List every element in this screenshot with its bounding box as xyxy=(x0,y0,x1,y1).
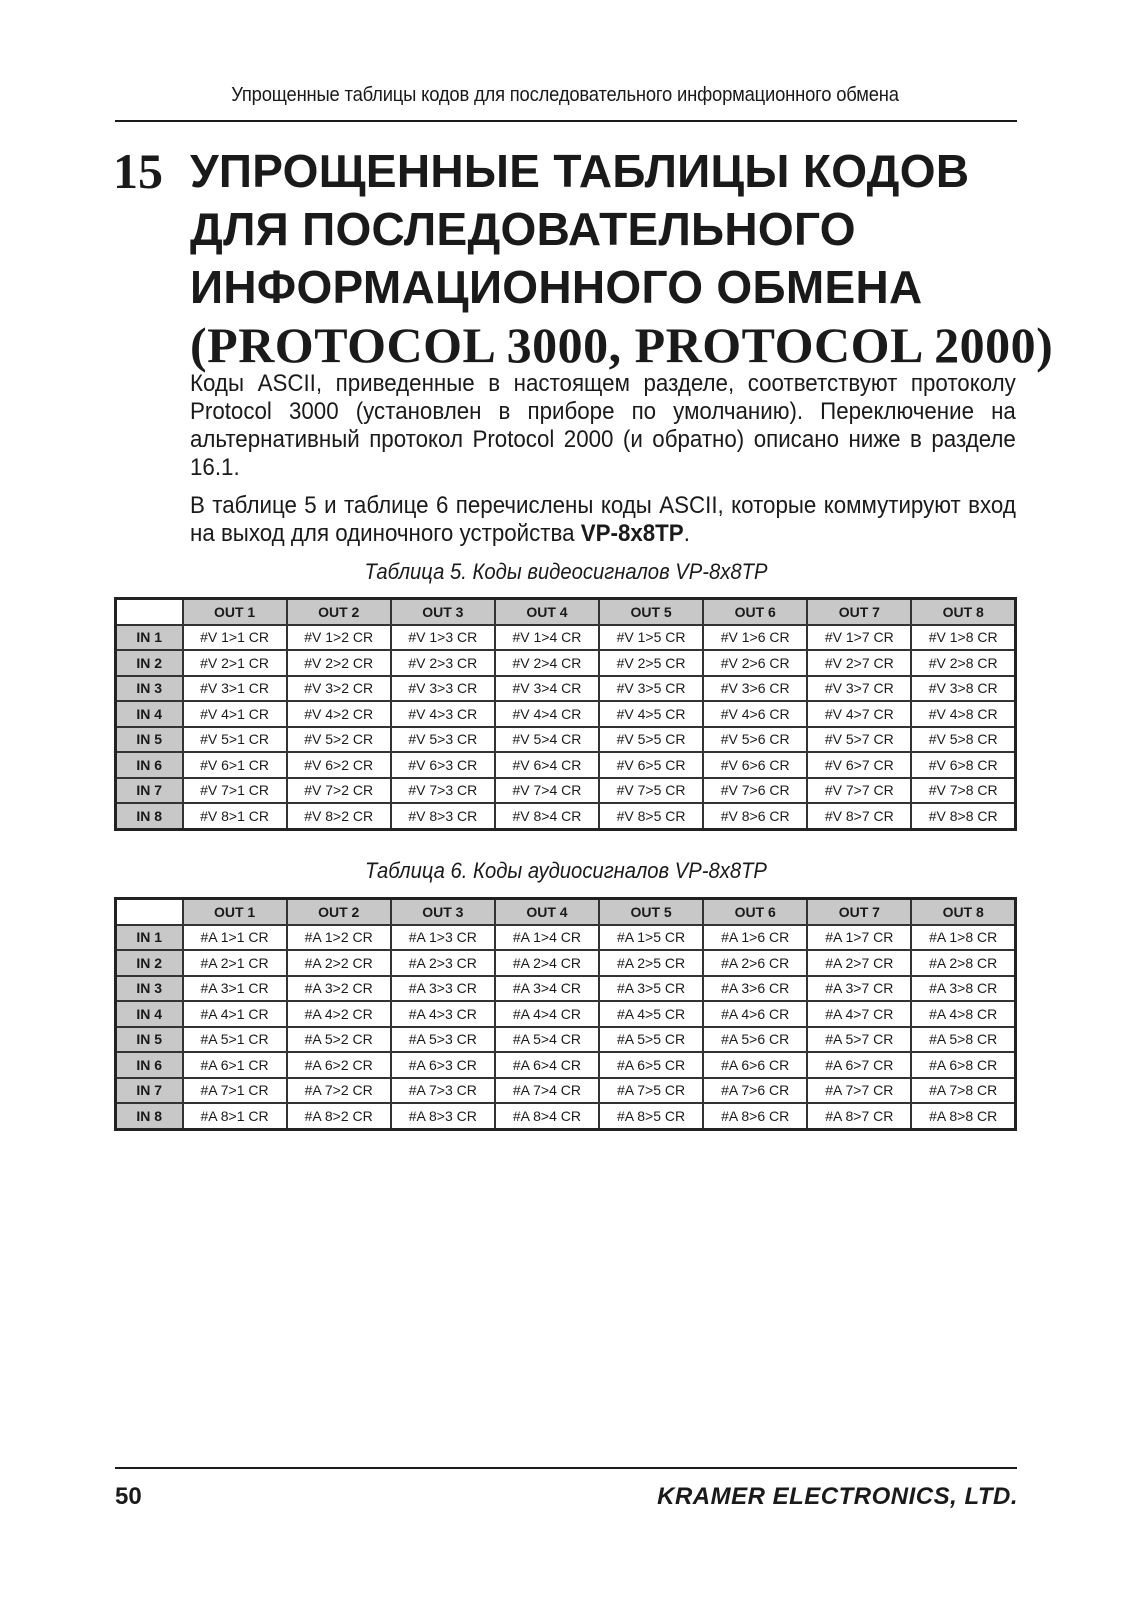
code-cell: #A 8>5 CR xyxy=(599,1103,703,1129)
code-cell: #A 6>4 CR xyxy=(495,1052,599,1078)
table-row xyxy=(116,976,1016,1002)
model-name: VP-8x8TP xyxy=(580,520,684,547)
table-row xyxy=(116,1052,1016,1078)
code-cell: #A 2>3 CR xyxy=(391,950,495,976)
column-header: OUT 3 xyxy=(391,899,495,925)
code-cell: #V 7>5 CR xyxy=(599,778,703,804)
row-header: IN 2 xyxy=(116,950,183,976)
code-cell: #A 8>2 CR xyxy=(287,1103,391,1129)
code-cell: #V 6>7 CR xyxy=(807,752,911,778)
table-row xyxy=(116,1078,1016,1104)
code-cell: #V 3>8 CR xyxy=(911,676,1015,702)
code-cell: #V 5>1 CR xyxy=(183,727,287,753)
code-cell: #V 8>7 CR xyxy=(807,803,911,829)
code-cell: #V 6>6 CR xyxy=(703,752,807,778)
chapter-number: 15 xyxy=(113,143,163,199)
code-cell: #A 7>4 CR xyxy=(495,1078,599,1104)
code-cell: #V 5>8 CR xyxy=(911,727,1015,753)
code-cell: #V 5>7 CR xyxy=(807,727,911,753)
code-cell: #A 7>5 CR xyxy=(599,1078,703,1104)
code-cell: #A 2>6 CR xyxy=(703,950,807,976)
running-header: Упрощенные таблицы кодов для последовательного информационного обмена xyxy=(231,84,899,106)
code-cell: #V 2>8 CR xyxy=(911,650,1015,676)
row-header: IN 6 xyxy=(116,752,183,778)
paragraph-tables xyxy=(190,492,1016,548)
code-cell: #V 8>2 CR xyxy=(287,803,391,829)
code-cell: #V 7>4 CR xyxy=(495,778,599,804)
row-header: IN 3 xyxy=(116,676,183,702)
table-row xyxy=(116,925,1016,951)
table-row xyxy=(116,1001,1016,1027)
paragraph-tables-text: В таблице 5 и таблице 6 перечислены коды ASCII, которые коммутируют вход на выход для одиночного устройства xyxy=(190,492,1016,547)
code-cell: #A 4>1 CR xyxy=(183,1001,287,1027)
footer-rule xyxy=(115,1467,1017,1469)
code-cell: #V 8>4 CR xyxy=(495,803,599,829)
code-cell: #V 4>1 CR xyxy=(183,701,287,727)
code-cell: #V 3>4 CR xyxy=(495,676,599,702)
code-cell: #A 4>8 CR xyxy=(911,1001,1015,1027)
table-row xyxy=(116,701,1016,727)
code-cell: #V 1>4 CR xyxy=(495,625,599,651)
code-cell: #A 3>3 CR xyxy=(391,976,495,1002)
code-cell: #A 2>1 CR xyxy=(183,950,287,976)
footer-company: KRAMER ELECTRONICS, LTD. xyxy=(657,1483,1018,1510)
code-cell: #V 2>1 CR xyxy=(183,650,287,676)
column-header: OUT 2 xyxy=(287,599,391,625)
code-cell: #V 7>1 CR xyxy=(183,778,287,804)
code-cell: #V 2>4 CR xyxy=(495,650,599,676)
code-cell: #V 5>6 CR xyxy=(703,727,807,753)
table-row xyxy=(116,1103,1016,1129)
row-header: IN 1 xyxy=(116,625,183,651)
code-cell: #V 5>4 CR xyxy=(495,727,599,753)
table-row xyxy=(116,676,1016,702)
code-cell: #V 2>7 CR xyxy=(807,650,911,676)
code-cell: #A 6>7 CR xyxy=(807,1052,911,1078)
code-cell: #V 6>5 CR xyxy=(599,752,703,778)
code-cell: #V 3>5 CR xyxy=(599,676,703,702)
code-cell: #A 5>4 CR xyxy=(495,1027,599,1053)
column-header: OUT 1 xyxy=(183,899,287,925)
code-cell: #V 1>2 CR xyxy=(287,625,391,651)
chapter-title-line: ИНФОРМАЦИОННОГО ОБМЕНА xyxy=(190,261,923,313)
table-row xyxy=(116,650,1016,676)
body-paragraphs xyxy=(190,370,1016,548)
row-header: IN 4 xyxy=(116,701,183,727)
code-cell: #A 2>7 CR xyxy=(807,950,911,976)
code-cell: #V 3>6 CR xyxy=(703,676,807,702)
code-cell: #V 8>6 CR xyxy=(703,803,807,829)
code-cell: #V 3>3 CR xyxy=(391,676,495,702)
page-number: 50 xyxy=(115,1483,142,1510)
code-cell: #V 1>1 CR xyxy=(183,625,287,651)
row-header: IN 7 xyxy=(116,778,183,804)
code-cell: #V 7>3 CR xyxy=(391,778,495,804)
code-cell: #V 1>7 CR xyxy=(807,625,911,651)
code-cell: #V 2>6 CR xyxy=(703,650,807,676)
column-header: OUT 6 xyxy=(703,899,807,925)
code-cell: #V 4>4 CR xyxy=(495,701,599,727)
code-cell: #A 1>5 CR xyxy=(599,925,703,951)
code-cell: #V 8>5 CR xyxy=(599,803,703,829)
code-cell: #A 4>6 CR xyxy=(703,1001,807,1027)
code-cell: #A 7>6 CR xyxy=(703,1078,807,1104)
table-row xyxy=(116,950,1016,976)
code-cell: #A 7>2 CR xyxy=(287,1078,391,1104)
code-cell: #A 5>7 CR xyxy=(807,1027,911,1053)
row-header: IN 2 xyxy=(116,650,183,676)
table-row xyxy=(116,727,1016,753)
column-header: OUT 4 xyxy=(495,599,599,625)
column-header: OUT 8 xyxy=(911,899,1015,925)
paragraph-intro: Коды ASCII, приведенные в настоящем разделе, соответствуют протоколу Protocol 3000 (установлен в приборе по умолчанию). Переключение на альтернативный протокол Protocol 2000 (и обратно) описано ниже в разделе 16.1. xyxy=(190,370,1016,481)
code-cell: #V 5>5 CR xyxy=(599,727,703,753)
code-cell: #A 6>6 CR xyxy=(703,1052,807,1078)
chapter-title-line: ДЛЯ ПОСЛЕДОВАТЕЛЬНОГО xyxy=(190,203,856,255)
code-cell: #A 1>8 CR xyxy=(911,925,1015,951)
column-header: OUT 1 xyxy=(183,599,287,625)
code-cell: #V 5>3 CR xyxy=(391,727,495,753)
code-cell: #A 6>5 CR xyxy=(599,1052,703,1078)
code-cell: #V 4>2 CR xyxy=(287,701,391,727)
row-header: IN 7 xyxy=(116,1078,183,1104)
row-header: IN 6 xyxy=(116,1052,183,1078)
code-cell: #V 1>6 CR xyxy=(703,625,807,651)
code-cell: #A 1>2 CR xyxy=(287,925,391,951)
chapter-title-line: УПРОЩЕННЫЕ ТАБЛИЦЫ КОДОВ xyxy=(190,145,970,197)
code-cell: #A 7>1 CR xyxy=(183,1078,287,1104)
row-header: IN 4 xyxy=(116,1001,183,1027)
code-cell: #A 8>1 CR xyxy=(183,1103,287,1129)
code-cell: #A 2>8 CR xyxy=(911,950,1015,976)
code-cell: #A 3>2 CR xyxy=(287,976,391,1002)
body-text xyxy=(190,370,1016,558)
code-cell: #A 6>2 CR xyxy=(287,1052,391,1078)
row-header: IN 8 xyxy=(116,803,183,829)
table-row xyxy=(116,752,1016,778)
paragraph-tables-end: . xyxy=(683,520,690,547)
code-cell: #V 6>8 CR xyxy=(911,752,1015,778)
video-codes-table xyxy=(114,597,1017,831)
code-cell: #V 7>8 CR xyxy=(911,778,1015,804)
table-header-row xyxy=(116,899,1016,925)
table-corner-cell xyxy=(116,599,183,625)
code-cell: #A 7>3 CR xyxy=(391,1078,495,1104)
code-cell: #A 4>4 CR xyxy=(495,1001,599,1027)
code-cell: #V 6>4 CR xyxy=(495,752,599,778)
code-cell: #A 2>2 CR xyxy=(287,950,391,976)
code-cell: #A 1>7 CR xyxy=(807,925,911,951)
code-cell: #A 3>4 CR xyxy=(495,976,599,1002)
table-corner-cell xyxy=(116,899,183,925)
chapter-title xyxy=(190,142,1054,374)
code-cell: #A 3>1 CR xyxy=(183,976,287,1002)
code-cell: #A 5>2 CR xyxy=(287,1027,391,1053)
code-cell: #A 4>2 CR xyxy=(287,1001,391,1027)
code-cell: #V 1>8 CR xyxy=(911,625,1015,651)
code-cell: #A 3>6 CR xyxy=(703,976,807,1002)
code-cell: #A 3>5 CR xyxy=(599,976,703,1002)
code-cell: #A 3>8 CR xyxy=(911,976,1015,1002)
row-header: IN 3 xyxy=(116,976,183,1002)
code-cell: #A 4>7 CR xyxy=(807,1001,911,1027)
code-cell: #A 8>3 CR xyxy=(391,1103,495,1129)
code-cell: #V 4>6 CR xyxy=(703,701,807,727)
column-header: OUT 8 xyxy=(911,599,1015,625)
column-header: OUT 5 xyxy=(599,599,703,625)
code-cell: #V 6>3 CR xyxy=(391,752,495,778)
row-header: IN 8 xyxy=(116,1103,183,1129)
code-cell: #V 8>1 CR xyxy=(183,803,287,829)
table-header-row xyxy=(116,599,1016,625)
code-cell: #A 8>6 CR xyxy=(703,1103,807,1129)
code-cell: #V 3>7 CR xyxy=(807,676,911,702)
code-cell: #V 6>2 CR xyxy=(287,752,391,778)
code-cell: #A 8>7 CR xyxy=(807,1103,911,1129)
code-cell: #A 1>3 CR xyxy=(391,925,495,951)
code-cell: #V 2>5 CR xyxy=(599,650,703,676)
code-cell: #A 8>4 CR xyxy=(495,1103,599,1129)
audio-codes-table xyxy=(114,897,1017,1131)
code-cell: #V 1>5 CR xyxy=(599,625,703,651)
header-rule xyxy=(115,120,1017,122)
code-cell: #A 4>3 CR xyxy=(391,1001,495,1027)
code-cell: #A 1>4 CR xyxy=(495,925,599,951)
code-cell: #A 5>8 CR xyxy=(911,1027,1015,1053)
code-cell: #V 8>8 CR xyxy=(911,803,1015,829)
table-caption: Таблица 5. Коды видеосигналов VP-8x8TP xyxy=(364,559,768,584)
chapter-title-line: (PROTOCOL 3000, PROTOCOL 2000) xyxy=(190,317,1054,373)
column-header: OUT 5 xyxy=(599,899,703,925)
code-cell: #A 5>5 CR xyxy=(599,1027,703,1053)
code-cell: #A 7>8 CR xyxy=(911,1078,1015,1104)
code-cell: #V 4>5 CR xyxy=(599,701,703,727)
code-cell: #V 7>7 CR xyxy=(807,778,911,804)
code-cell: #V 6>1 CR xyxy=(183,752,287,778)
code-cell: #A 6>3 CR xyxy=(391,1052,495,1078)
code-cell: #A 8>8 CR xyxy=(911,1103,1015,1129)
code-cell: #A 1>1 CR xyxy=(183,925,287,951)
code-cell: #A 6>8 CR xyxy=(911,1052,1015,1078)
code-cell: #V 2>3 CR xyxy=(391,650,495,676)
table-row xyxy=(116,803,1016,829)
code-cell: #A 2>4 CR xyxy=(495,950,599,976)
column-header: OUT 4 xyxy=(495,899,599,925)
code-cell: #V 2>2 CR xyxy=(287,650,391,676)
code-cell: #V 4>8 CR xyxy=(911,701,1015,727)
row-header: IN 5 xyxy=(116,1027,183,1053)
table-row xyxy=(116,1027,1016,1053)
table-row xyxy=(116,625,1016,651)
code-cell: #A 4>5 CR xyxy=(599,1001,703,1027)
code-cell: #V 7>2 CR xyxy=(287,778,391,804)
column-header: OUT 7 xyxy=(807,599,911,625)
code-cell: #A 2>5 CR xyxy=(599,950,703,976)
column-header: OUT 3 xyxy=(391,599,495,625)
code-cell: #V 8>3 CR xyxy=(391,803,495,829)
code-cell: #V 4>3 CR xyxy=(391,701,495,727)
code-cell: #A 1>6 CR xyxy=(703,925,807,951)
code-cell: #V 7>6 CR xyxy=(703,778,807,804)
code-cell: #V 1>3 CR xyxy=(391,625,495,651)
table-caption: Таблица 6. Коды аудиосигналов VP-8x8TP xyxy=(365,858,767,883)
code-cell: #V 3>2 CR xyxy=(287,676,391,702)
code-cell: #A 5>1 CR xyxy=(183,1027,287,1053)
code-cell: #V 5>2 CR xyxy=(287,727,391,753)
code-cell: #A 5>6 CR xyxy=(703,1027,807,1053)
code-cell: #A 6>1 CR xyxy=(183,1052,287,1078)
code-cell: #A 5>3 CR xyxy=(391,1027,495,1053)
code-cell: #A 7>7 CR xyxy=(807,1078,911,1104)
column-header: OUT 7 xyxy=(807,899,911,925)
code-cell: #V 4>7 CR xyxy=(807,701,911,727)
column-header: OUT 6 xyxy=(703,599,807,625)
code-cell: #V 3>1 CR xyxy=(183,676,287,702)
row-header: IN 1 xyxy=(116,925,183,951)
code-cell: #A 3>7 CR xyxy=(807,976,911,1002)
column-header: OUT 2 xyxy=(287,899,391,925)
row-header: IN 5 xyxy=(116,727,183,753)
table-row xyxy=(116,778,1016,804)
